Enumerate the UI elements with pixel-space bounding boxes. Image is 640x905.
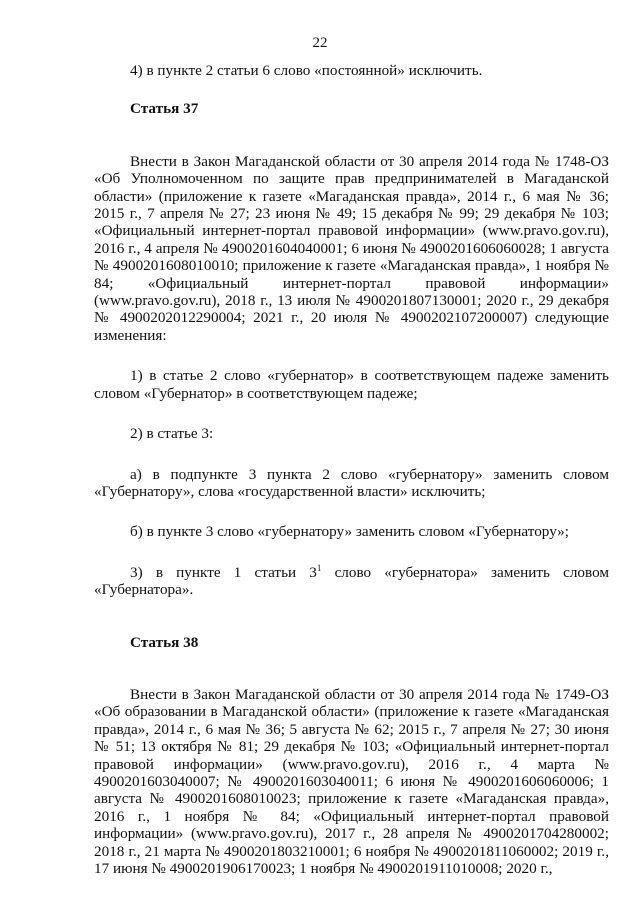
article-37-item-2a: а) в подпункте 3 пункта 2 слово «губернатору» заменить словом «Губернатору», слова «государственной власти» исключить;: [94, 465, 609, 500]
article-37-item-2b: б) в пункте 3 слово «губернатору» заменить словом «Губернатору»;: [130, 523, 569, 541]
article-37-item-3: [94, 564, 609, 599]
page-number: 22: [312, 35, 328, 51]
item-3-text-after: слово «губернатора» заменить словом «Губернатора».: [94, 563, 609, 599]
article-37-intro: Внести в Закон Магаданской области от 30 апреля 2014 года № 1748-ОЗ «Об Уполномоченном по защите прав предпринимателей в Магаданской области» (приложение к газете «Магаданская правда», 2014 г., 6 мая № 36; 2015 г., 7 апреля № 27; 23 июня № 49; 15 декабря № 99; 29 декабря № 103; «Официальный интернет-портал правовой информации» (www.pravo.gov.ru), 2016 г., 4 апреля № 4900201604040001; 6 июня № 4900201606060028; 1 августа № 4900201608010010; приложение к газете «Магаданская правда», 1 ноября № 84; «Официальный интернет-портал правовой информации» (www.pravo.gov.ru), 2018 г., 13 июля № 4900201807130001; 2020 г., 29 декабря № 4900202012290004; 2021 г., 20 июля № 4900202107200007) следующие изменения:: [94, 152, 609, 344]
article-38-heading: Статья 38: [130, 633, 199, 651]
article-38-intro: Внести в Закон Магаданской области от 30 апреля 2014 года № 1749-ОЗ «Об образовании в Магаданской области» (приложение к газете «Магаданская правда», 2014 г., 6 мая № 36; 5 августа № 62; 2015 г., 7 апреля № 27; 30 июня № 51; 13 октября № 81; 29 декабря № 103; «Официальный интернет-портал правовой информации» (www.pravo.gov.ru), 2016 г., 4 марта № 4900201603040007; № 4900201603040011; 6 июня № 4900201606060006; 1 августа № 4900201608010023; приложение к газете «Магаданская правда», 2016 г., 1 ноября № 84; «Официальный интернет-портал правовой информации» (www.pravo.gov.ru), 2017 г., 28 апреля № 4900201704280002; 2018 г., 21 марта № 4900201803210001; 6 ноября № 4900201811060002; 2019 г., 17 июня № 4900201906170023; 1 ноября № 4900201911010008; 2020 г.,: [94, 685, 609, 877]
article-37-heading: Статья 37: [130, 100, 199, 118]
paragraph-item-4: 4) в пункте 2 статьи 6 слово «постоянной» исключить.: [130, 62, 483, 79]
item-3-superscript: 1: [316, 562, 322, 573]
article-37-item-2: 2) в статье 3:: [130, 425, 214, 443]
document-body: [94, 62, 609, 877]
item-3-text-before: 3) в пункте 1 статьи 3: [130, 563, 317, 581]
article-37-item-1: 1) в статье 2 слово «губернатор» в соответствующем падеже заменить словом «Губернатор» в соответствующем падеже;: [94, 367, 609, 402]
